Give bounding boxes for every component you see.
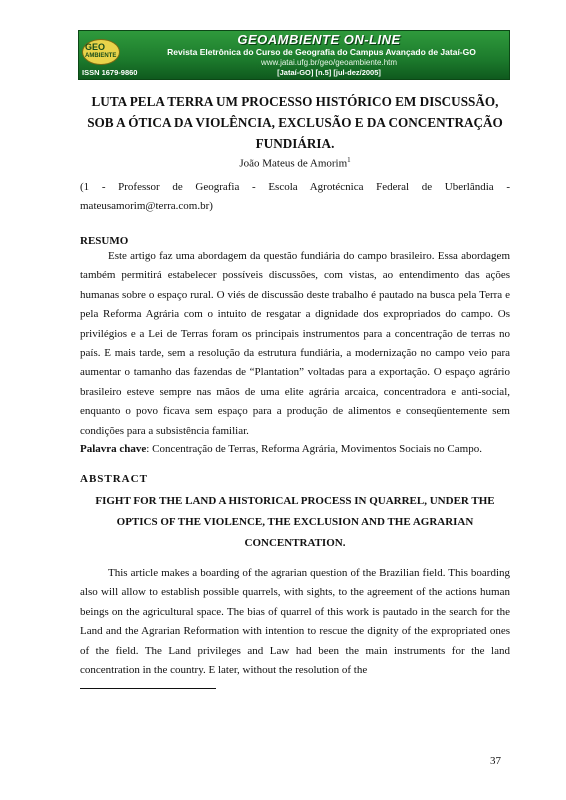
journal-banner	[78, 30, 510, 80]
page-number: 37	[490, 755, 501, 767]
abstract-title: FIGHT FOR THE LAND A HISTORICAL PROCESS IN QUARREL, UNDER THE OPTICS OF THE VIOLENCE, THE EXCLUSION AND THE AGRARIAN CONCENTRATION.	[95, 495, 495, 549]
article-title: LUTA PELA TERRA UM PROCESSO HISTÓRICO EM DISCUSSÃO, SOB A ÓTICA DA VIOLÊNCIA, EXCLUSÃO E DA CONCENTRAÇÃO FUNDIÁRIA.	[87, 94, 503, 151]
abstract-paragraph: This article makes a boarding of the agrarian question of the Brazilian field. This boarding also will allow to establish possible quarrels, with sights, to the agreement of the actions human beings on the agricultural space. The bias of quarrel of this work is pautado in the search for the Land and the Agrarian Reformation with intention to rescue the dignity of the expropriated ones of the field. The Land privileges and Law had been the main instruments for the land concentration in the country. E later, without the resolution of the	[80, 567, 510, 677]
author-name: João Mateus de Amorim	[239, 157, 348, 170]
resumo-heading: RESUMO	[80, 235, 129, 247]
author-footnote-marker: 1	[347, 156, 351, 164]
journal-title: GEOAMBIENTE ON-LINE	[237, 32, 401, 47]
keywords-text: : Concentração de Terras, Reforma Agrária, Movimentos Sociais no Campo.	[146, 443, 482, 455]
journal-subtitle: Revista Eletrônica do Curso de Geografia do Campus Avançado de Jataí-GO	[167, 47, 476, 57]
resumo-body	[80, 247, 510, 441]
logo-text-top: GEO	[85, 42, 106, 52]
keywords-line	[80, 443, 510, 455]
journal-issn: ISSN 1679-9860	[82, 68, 138, 77]
journal-url: www.jatai.ufg.br/geo/geoambiente.htm	[260, 58, 398, 67]
keywords-label: Palavra chave	[80, 443, 147, 455]
journal-issue: [Jataí-GO] [n.5] [jul-dez/2005]	[277, 68, 381, 77]
author-affiliation: (1 - Professor de Geografia - Escola Agrotécnica Federal de Uberlândia - mateusamorim@terra.com.br)	[80, 181, 510, 212]
abstract-heading: ABSTRACT	[80, 473, 148, 485]
author-line	[80, 156, 510, 170]
journal-logo	[82, 39, 120, 65]
footnote-rule	[80, 688, 216, 689]
logo-text-bottom: AMBIENTE	[85, 53, 117, 59]
resumo-paragraph: Este artigo faz uma abordagem da questão fundiária do campo brasileiro. Essa abordagem também permitirá estabelecer possíveis discussões, com vistas, ao entendimento das ações humanas sobre o espaço rural. O viés de discussão deste trabalho é pautado na busca pela Terra e pela Reforma Agrária com o intuito de resgatar a dignidade dos expropriados do campo. Os privilégios e a Lei de Terras foram os principais instrumentos para a concentração de terras no país. E mais tarde, sem a resolução da estrutura fundiária, a modernização no campo veio para aumentar o tamanho das fazendas de “Plantation” voltadas para a exportação. O espaço agrário brasileiro esteve sempre nas mãos de uma elite agrária arcaica, concentradora e anti-social, enquanto o povo ficava sem espaço para a produção de alimentos e conseqüentemente sem condições para a subsistência familiar.	[80, 250, 510, 437]
abstract-body	[80, 564, 510, 680]
